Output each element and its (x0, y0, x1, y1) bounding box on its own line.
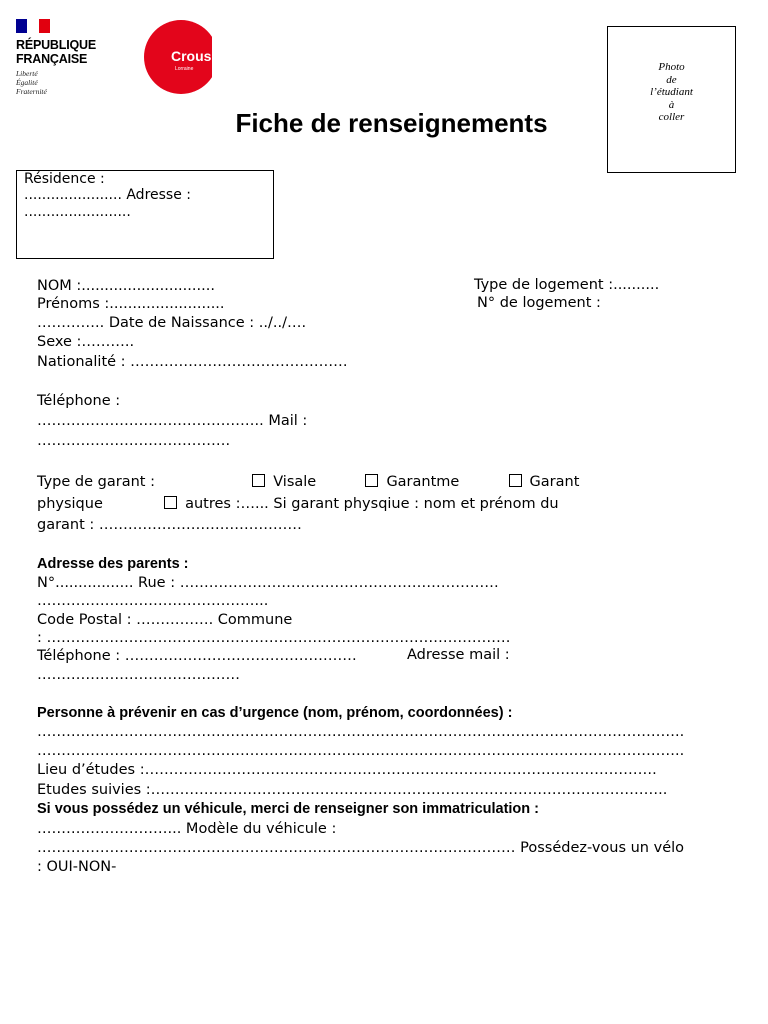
parents-mail-field: …………………………………… (37, 667, 240, 683)
garantme-label: Garantme (386, 474, 460, 490)
lieu-etudes-field: Lieu d’études :……………………………………………………………………………………………. (37, 762, 657, 778)
etudes-suivies-field: Etudes suivies :…………………………………………………………………………………………….. (37, 782, 668, 798)
page-title-text: Fiche de renseignements (235, 108, 548, 138)
residence-label: Résidence : (24, 171, 105, 187)
parents-mail-label: Adresse mail : (407, 647, 510, 663)
crous-logo (144, 20, 212, 94)
urgence-heading: Personne à prévenir en cas d’urgence (nom, prénom, coordonnées) : (37, 705, 513, 721)
date-naissance-field: ………….. Date de Naissance : ../../…. (37, 315, 307, 331)
mail-dots-line: …………………………………. (37, 433, 231, 449)
urgence-dots-line-1: …………………………………………………………………………………………………………………….. (37, 724, 685, 740)
rf-motto-1: Liberté (16, 69, 38, 78)
garant-row-2 (37, 495, 559, 513)
photo-line: à (668, 98, 675, 111)
parents-heading: Adresse des parents : (37, 556, 189, 572)
sexe-field: Sexe :……….. (37, 334, 135, 350)
residence-box (16, 170, 274, 259)
garant-checkbox[interactable] (509, 474, 522, 487)
telephone-mail-line: ……………………………………….. Mail : (37, 413, 308, 429)
garant-label: Type de garant : (37, 474, 155, 490)
numero-logement-field: N° de logement : (477, 295, 601, 311)
crous-logo-subtext: Lorraine (175, 66, 194, 72)
french-flag-icon (16, 19, 50, 33)
nom-field: NOM :............................. (37, 278, 215, 294)
garant-name-field: garant : …………………………………… (37, 517, 302, 533)
autres-label: autres :…... Si garant physqiue : nom et prénom du (185, 496, 559, 512)
autres-checkbox[interactable] (164, 496, 177, 509)
residence-address-line: ...................... Adresse : (24, 187, 192, 203)
photo-line: coller (658, 111, 685, 123)
type-logement-field: Type de logement :.......... (474, 277, 660, 293)
garant-option-label: Garant (529, 474, 580, 490)
vehicule-heading: Si vous possédez un véhicule, merci de renseigner son immatriculation : (37, 801, 540, 817)
rf-logo-text (16, 38, 96, 66)
page-title (0, 108, 768, 139)
photo-line: de (666, 73, 677, 86)
rf-name-line2: FRANÇAISE (16, 52, 88, 66)
visale-checkbox[interactable] (252, 474, 265, 487)
telephone-label: Téléphone : (37, 393, 121, 409)
photo-box (607, 26, 736, 173)
nationalite-field: Nationalité : ……………………………………… (37, 354, 348, 370)
parents-commune-field: : …………………………………………………………………………………… (37, 630, 511, 646)
rf-name-line1: RÉPUBLIQUE (16, 38, 96, 52)
garant-row (37, 473, 579, 491)
physique-label: physique (37, 496, 103, 512)
crous-logo-text: Crous (171, 48, 212, 64)
parents-code-postal-field: Code Postal : ……………. Commune (37, 612, 293, 628)
velo-question: ……………………………………………………………………………………… Possédez-vous un vélo (37, 840, 685, 856)
garantme-checkbox[interactable] (365, 474, 378, 487)
visale-label: Visale (273, 474, 317, 490)
parents-dots-line: ………………………………………... (37, 593, 269, 609)
parents-telephone-field: Téléphone : ………………………………………… (37, 648, 357, 664)
urgence-dots-line-2: …………………………………………………………………………………………………………………….. (37, 743, 685, 759)
photo-line: Photo (658, 61, 685, 73)
rf-motto-2: Égalité (16, 78, 38, 87)
prenoms-field: Prénoms :......................... (37, 296, 225, 312)
oui-non-answer: : OUI-NON- (37, 859, 117, 875)
residence-dots-line: ........................ (24, 204, 131, 220)
rf-motto-3: Fraternité (16, 87, 47, 96)
parents-rue-field: N°................. Rue : ………………………………………………………… (37, 575, 499, 591)
rf-motto (16, 69, 47, 96)
photo-line: l’étudiant (650, 86, 693, 98)
modele-vehicule-field: ………………………... Modèle du véhicule : (37, 821, 337, 837)
